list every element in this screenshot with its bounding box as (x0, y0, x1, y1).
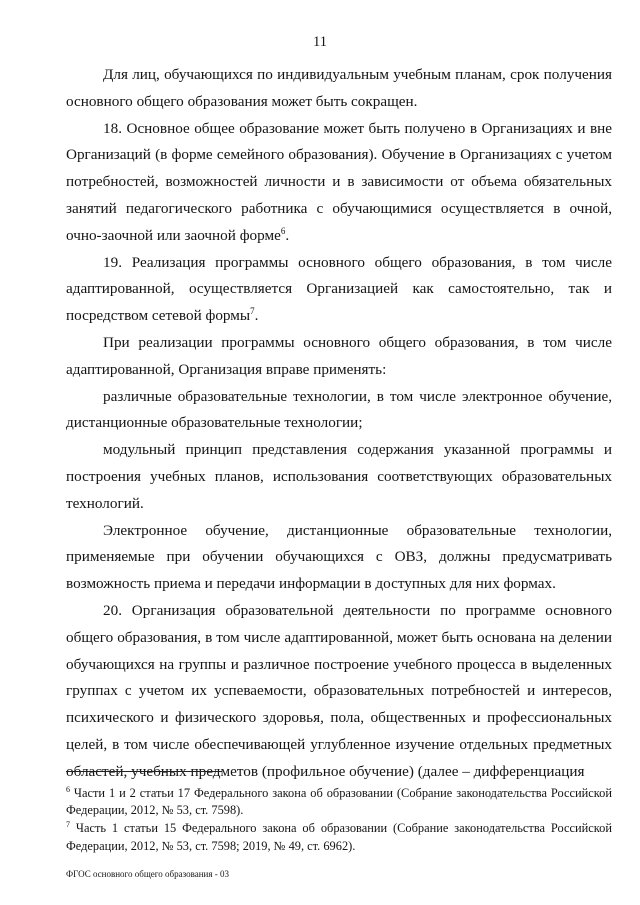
footnote-ref-7: 7 (250, 306, 255, 317)
paragraph-18: 18. Основное общее образование может быть получено в Организациях и вне Организаций (в форме семейного образования). Обучение в Организациях с учетом потребностей, возможностей личности и в зависимости от объема обязательных занятий педагогического работника с обучающимися осуществляется в очной, очно-заочной или заочной форме$^6$. (66, 119, 612, 244)
footnote-separator (66, 771, 222, 772)
footnote-mark-7: 7 (66, 820, 70, 830)
footnote-6-text: Части 1 и 2 статьи 17 Федерального закона об образовании (Собрание законодательства Российской Федерации, 2012, № 53, ст. 7598). (66, 786, 612, 818)
paragraph-19-text: 19. Реализация программы основного общего образования, в том числе адаптированной, осуществляется Организацией как самостоятельно, так и посредством сетевой формы (66, 253, 612, 325)
footnote-7 (66, 820, 612, 854)
footnote-7-text: Часть 1 статьи 15 Федерального закона об образовании (Собрание законодательства Российской Федерации, 2012, № 53, ст. 7598; 2019, № 49, ст. 6962). (66, 821, 612, 853)
footnotes (66, 785, 612, 856)
paragraph-elearning-ovz: Электронное обучение, дистанционные образовательные технологии, применяемые при обучении обучающихся с ОВЗ, должны предусматривать возможность приема и передачи информации в доступных для них формах. (66, 521, 612, 593)
paragraph-modular: модульный принцип представления содержания указанной программы и построения учебных планов, использования соответствующих образовательных технологий. (66, 441, 612, 512)
page-footer: ФГОС основного общего образования - 03 (66, 869, 229, 879)
footnote-mark-6: 6 (66, 784, 70, 794)
paragraph-19: 19. Реализация программы основного общего образования, в том числе адаптированной, осуществляется Организацией как самостоятельно, так и посредством сетевой формы$^7$. (66, 253, 612, 325)
paragraph-20: 20. Организация образовательной деятельности по программе основного общего образования, в том числе адаптированной, может быть основана на делении обучающихся на группы и различное построение учебного процесса в выделенных группах с учетом их успеваемости, образовательных потребностей и интересов, психического и физического здоровья, пола, общественных и профессиональных целей, в том числе обеспечивающей углубленное изучение отдельных предметных областей, учебных предметов (профильное обучение) (далее – дифференциация (66, 601, 612, 780)
paragraph-18-text: 18. Основное общее образование может быть получено в Организациях и вне Организаций (в форме семейного образования). Обучение в Организациях с учетом потребностей, возможностей личности и в зависимости от объема обязательных занятий педагогического работника с обучающимися осуществляется в очной, очно-заочной или заочной форме (66, 119, 612, 244)
footnote-ref-6: 6 (280, 225, 286, 236)
paragraph-individual-plans: Для лиц, обучающихся по индивидуальным учебным планам, срок получения основного общего образования может быть сокращен. (66, 66, 612, 110)
footnote-6 (66, 785, 612, 819)
page-number: 11 (313, 34, 327, 50)
paragraph-implementation: При реализации программы основного общего образования, в том числе адаптированной, Организация вправе применять: (66, 333, 612, 378)
document-body (66, 62, 612, 786)
paragraph-technologies: различные образовательные технологии, в том числе электронное обучение, дистанционные образовательные технологии; (66, 387, 612, 432)
